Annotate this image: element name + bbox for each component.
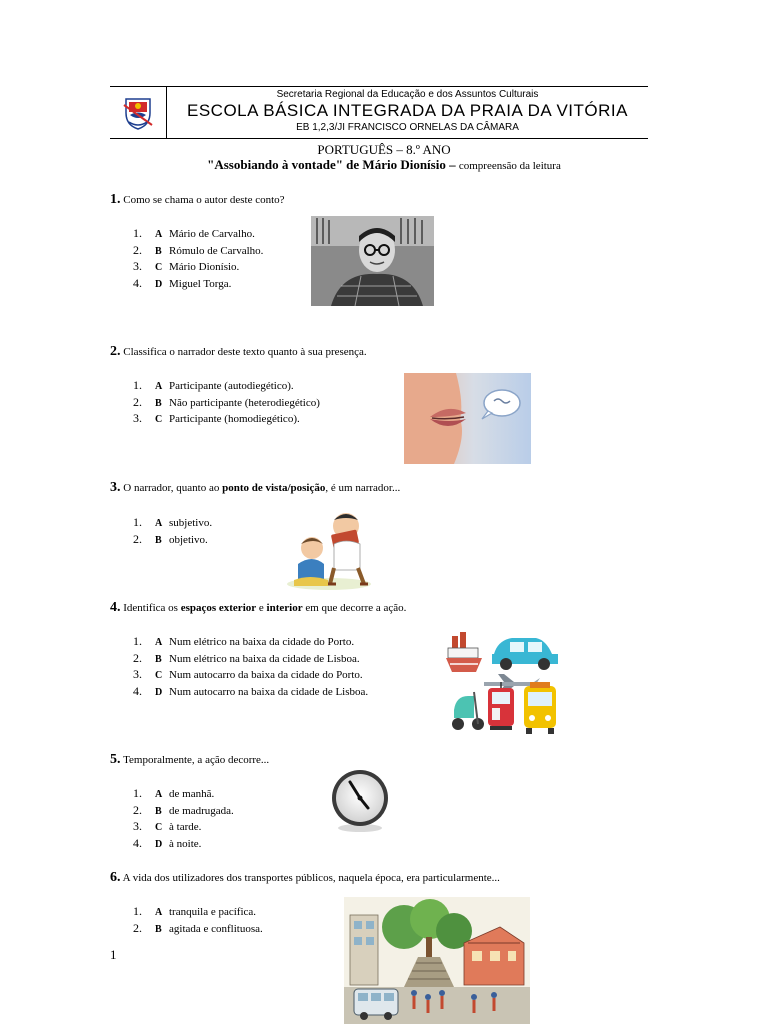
header-text xyxy=(167,87,648,133)
question-text-part: e xyxy=(256,602,267,614)
option[interactable] xyxy=(133,377,320,394)
option-number: 3. xyxy=(133,667,142,681)
option-letter: B xyxy=(155,245,162,257)
city-street-illustration xyxy=(344,897,530,1024)
option-text: Num elétrico na baixa da cidade de Lisboa. xyxy=(169,652,360,665)
option-letter: D xyxy=(155,278,163,290)
options-q5 xyxy=(133,785,234,851)
option-text: agitada e conflituosa. xyxy=(169,922,263,935)
option-text: de madrugada. xyxy=(169,804,234,817)
option-number: 2. xyxy=(133,650,142,665)
bus-icon xyxy=(524,682,556,734)
option[interactable] xyxy=(133,394,320,411)
question-1 xyxy=(110,192,285,208)
option-number: 1. xyxy=(133,515,142,529)
option-letter: A xyxy=(155,229,163,240)
option-letter: C xyxy=(155,262,163,273)
option-number: 1. xyxy=(133,634,142,648)
option-text: subjetivo. xyxy=(169,517,213,529)
option-text: de manhã. xyxy=(169,788,215,800)
option[interactable] xyxy=(133,835,234,852)
option-text: Mário Dionísio. xyxy=(169,261,240,273)
option-letter: D xyxy=(155,838,163,850)
question-number: 1. xyxy=(110,192,121,207)
worksheet-title xyxy=(0,157,768,173)
clock-icon xyxy=(328,766,392,836)
option-number: 3. xyxy=(133,819,142,833)
ship-icon xyxy=(446,632,482,672)
option[interactable] xyxy=(133,818,234,835)
option-number: 1. xyxy=(133,226,142,240)
option-number: 3. xyxy=(133,259,142,273)
option[interactable] xyxy=(133,275,263,292)
option-letter: D xyxy=(155,686,163,698)
option-text: objetivo. xyxy=(169,533,208,546)
option[interactable] xyxy=(133,258,263,275)
option[interactable] xyxy=(133,785,234,802)
option[interactable] xyxy=(133,242,263,259)
option-letter: A xyxy=(155,381,163,392)
question-number: 4. xyxy=(110,600,121,615)
question-4 xyxy=(110,600,406,616)
option-letter: A xyxy=(155,907,163,918)
school-name: ESCOLA BÁSICA INTEGRADA DA PRAIA DA VITÓRIA xyxy=(187,101,628,120)
options-q2 xyxy=(133,377,320,427)
option[interactable] xyxy=(133,650,368,667)
school-header xyxy=(110,86,648,139)
options-q3 xyxy=(133,514,212,547)
question-number: 6. xyxy=(110,870,121,885)
question-number: 2. xyxy=(110,344,121,359)
option-number: 1. xyxy=(133,786,142,800)
option-letter: C xyxy=(155,822,163,833)
scooter-icon xyxy=(452,692,484,730)
option-number: 2. xyxy=(133,394,142,409)
option-text: Num autocarro na baixa da cidade de Lisboa. xyxy=(169,685,369,698)
options-q4 xyxy=(133,633,368,699)
option-letter: B xyxy=(155,805,162,817)
author-portrait xyxy=(311,216,434,306)
header-line-3: EB 1,2,3/JI FRANCISCO ORNELAS DA CÂMARA xyxy=(296,122,519,133)
option-letter: B xyxy=(155,923,162,935)
question-number: 3. xyxy=(110,480,121,495)
option-number: 4. xyxy=(133,683,142,698)
question-text-emphasis: interior xyxy=(266,602,303,614)
page-number: 1 xyxy=(110,947,117,962)
header-line-1: Secretaria Regional da Educação e dos Assuntos Culturais xyxy=(276,89,539,100)
question-text-part: O narrador, quanto ao xyxy=(123,482,223,494)
option-number: 4. xyxy=(133,275,142,290)
question-text: Como se chama o autor deste conto? xyxy=(123,194,285,206)
question-text-part: , é um narrador... xyxy=(325,482,401,494)
options-q6 xyxy=(133,903,263,936)
question-3 xyxy=(110,480,400,496)
option[interactable] xyxy=(133,225,263,242)
car-icon xyxy=(492,638,558,670)
school-crest-icon xyxy=(120,95,156,131)
question-2 xyxy=(110,344,367,360)
question-text: Temporalmente, a ação decorre... xyxy=(123,754,270,766)
option-number: 1. xyxy=(133,378,142,392)
option-number: 2. xyxy=(133,242,142,257)
worksheet-type: compreensão da leitura xyxy=(458,160,561,172)
option-letter: A xyxy=(155,518,163,529)
option[interactable] xyxy=(133,802,234,819)
question-text-emphasis: ponto de vista/posição xyxy=(222,482,326,494)
option-text: Num autocarro da baixa da cidade do Porto. xyxy=(169,669,363,681)
option-text: Num elétrico na baixa da cidade do Porto. xyxy=(169,636,355,648)
option-text: Miguel Torga. xyxy=(169,277,232,290)
options-q1 xyxy=(133,225,263,291)
question-text: A vida dos utilizadores dos transportes públicos, naquela época, era particularmente... xyxy=(122,872,500,884)
option-text: Participante (homodiegético). xyxy=(169,413,300,425)
logo-cell xyxy=(110,87,167,138)
option-letter: B xyxy=(155,653,162,665)
question-text: Classifica o narrador deste texto quanto à sua presença. xyxy=(123,346,367,358)
question-text-part: em que decorre a ação. xyxy=(302,602,407,614)
question-6 xyxy=(110,870,500,886)
subject-title: PORTUGUÊS – 8.º ANO xyxy=(317,142,451,157)
option-letter: A xyxy=(155,789,163,800)
speaking-mouth-illustration xyxy=(404,373,531,464)
question-text-part: Identifica os xyxy=(123,602,181,614)
option-letter: C xyxy=(155,414,163,425)
option-letter: B xyxy=(155,534,162,546)
option[interactable] xyxy=(133,410,320,427)
option-text: Participante (autodiegético). xyxy=(169,380,294,392)
option-number: 2. xyxy=(133,531,142,546)
question-5 xyxy=(110,752,269,768)
story-title: "Assobiando à vontade" de Mário Dionísio – xyxy=(207,157,456,172)
option-text: Mário de Carvalho. xyxy=(169,228,255,240)
question-number: 5. xyxy=(110,752,121,767)
option-number: 2. xyxy=(133,802,142,817)
option-number: 4. xyxy=(133,835,142,850)
option-letter: B xyxy=(155,397,162,409)
option-text: Não participante (heterodiegético) xyxy=(169,396,320,409)
option[interactable] xyxy=(133,920,263,937)
option-number: 1. xyxy=(133,904,142,918)
option[interactable] xyxy=(133,903,263,920)
option-text: tranquila e pacífica. xyxy=(169,906,257,918)
option[interactable] xyxy=(133,531,212,548)
option[interactable] xyxy=(133,633,368,650)
option-text: à noite. xyxy=(169,837,202,850)
option-text: à tarde. xyxy=(169,821,202,833)
transport-icons xyxy=(444,626,562,738)
option-number: 3. xyxy=(133,411,142,425)
option[interactable] xyxy=(133,514,212,531)
option[interactable] xyxy=(133,683,368,700)
question-text-emphasis: espaços exterior xyxy=(180,602,257,614)
option-letter: C xyxy=(155,670,163,681)
option[interactable] xyxy=(133,666,368,683)
kids-reading-illustration xyxy=(284,504,374,590)
option-letter: A xyxy=(155,637,163,648)
option-number: 2. xyxy=(133,920,142,935)
tram-icon xyxy=(488,682,514,730)
option-text: Rómulo de Carvalho. xyxy=(169,244,264,257)
